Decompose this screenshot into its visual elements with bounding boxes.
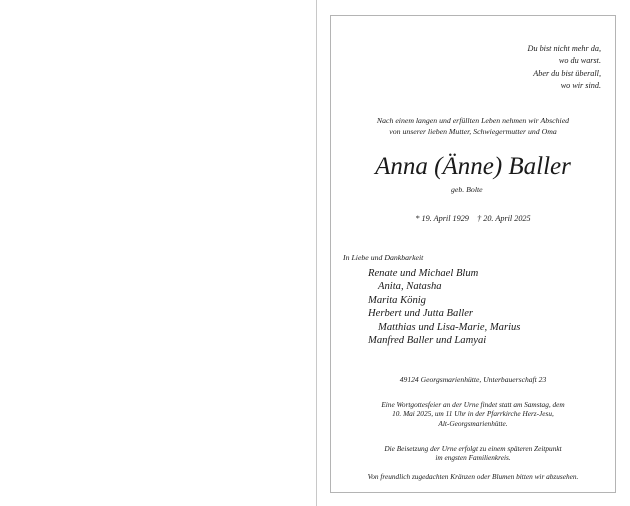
birth-date: * 19. April 1929 (415, 214, 469, 223)
service-line: 10. Mai 2025, um 11 Uhr in der Pfarrkirche Herz-Jesu, (392, 409, 554, 419)
mourner: Anita, Natasha (378, 281, 442, 292)
burial-line: im engsten Familienkreis. (435, 453, 511, 463)
deceased-name: Anna (Änne) Baller (375, 153, 571, 180)
intro-line: von unserer lieben Mutter, Schwiegermutter und Oma (389, 126, 557, 136)
maiden-name: geb. Bolte (451, 185, 483, 194)
flowers-notice: Von freundlich zugedachten Kränzen oder Blumen bitten wir abzusehen. (367, 472, 579, 481)
mourner: Herbert und Jutta Baller (368, 308, 474, 319)
intro-line: Nach einem langen und erfüllten Leben nehmen wir Abschied (376, 116, 570, 125)
burial-line: Die Beisetzung der Urne erfolgt zu einem späteren Zeitpunkt (384, 444, 562, 453)
death-date: † 20. April 2025 (477, 214, 531, 223)
intro-text (331, 116, 615, 137)
poem (528, 43, 601, 92)
mourner: Renate und Michael Blum (368, 268, 479, 279)
poem-line: wo du warst. (558, 56, 601, 66)
love-line: In Liebe und Dankbarkeit (343, 253, 424, 262)
poem-line: Du bist nicht mehr da, (527, 44, 601, 53)
address: 49124 Georgsmarienhütte, Unterbauerschaft 23 (399, 375, 547, 384)
life-dates (331, 214, 615, 223)
service-notice (331, 400, 615, 428)
mourner: Marita König (368, 295, 426, 306)
obituary-card (330, 15, 616, 493)
service-line: Alt-Georgsmarienhütte. (438, 418, 508, 428)
poem-line: Aber du bist überall, (533, 68, 601, 78)
poem-line: wo wir sind. (560, 80, 601, 90)
mourner: Matthias und Lisa-Marie, Marius (378, 322, 521, 333)
service-line: Eine Wortgottesfeier an der Urne findet statt am Samstag, dem (381, 400, 565, 409)
burial-notice (331, 444, 615, 463)
mourner: Manfred Baller und Lamyai (368, 335, 487, 346)
